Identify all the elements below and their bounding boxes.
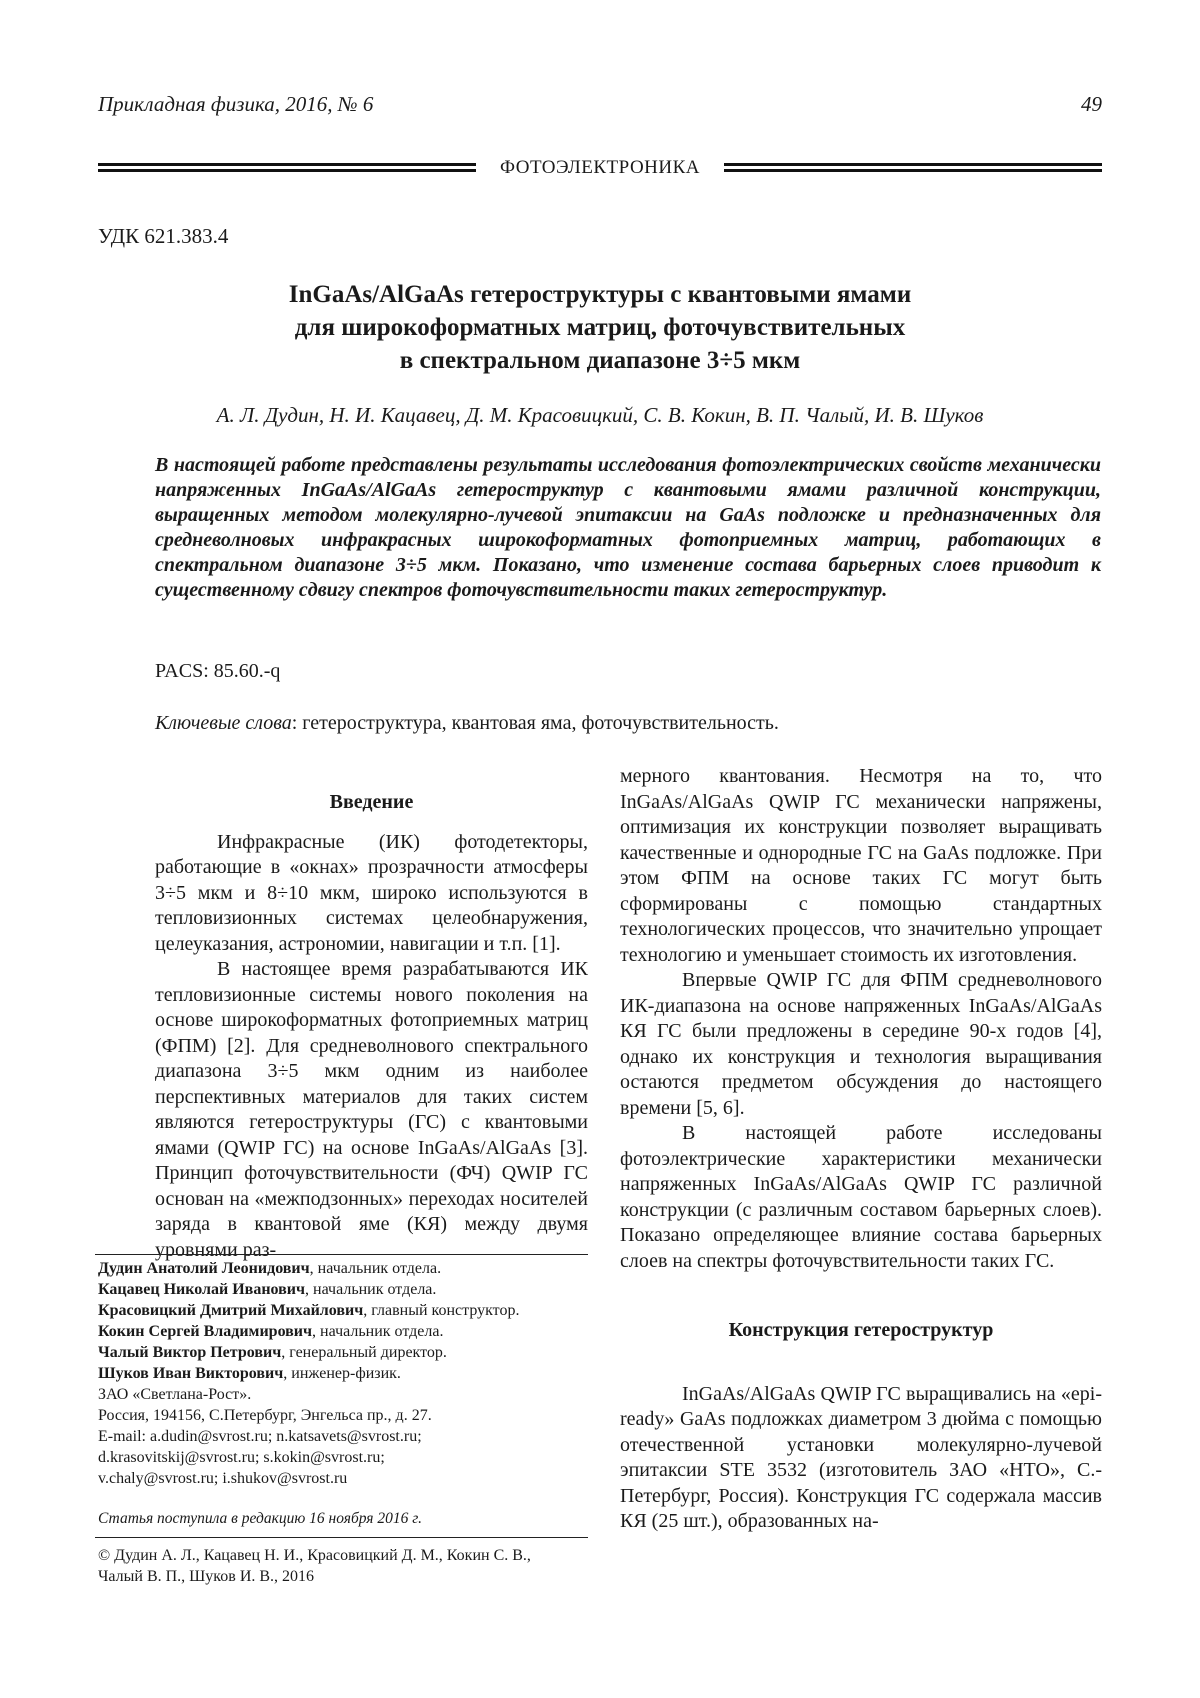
copyright-line: © Дудин А. Л., Кацавец Н. И., Красовицкий Д. М., Кокин С. В., — [98, 1547, 531, 1564]
footnote-address: Россия, 194156, С.Петербург, Энгельса пр., д. 27. — [98, 1407, 432, 1424]
running-head: Прикладная физика, 2016, № 6 — [98, 92, 374, 116]
column-right — [620, 764, 1102, 1535]
title-line: в спектральном диапазоне 3÷5 мкм — [399, 347, 801, 374]
abstract: В настоящей работе представлены результаты исследования фотоэлектрических свойств механически напряженных InGaAs/AlGaAs гетероструктур с квантовыми ямами различной конструкции, выращенных методом молекулярно-лучевой эпитаксии на GaAs подложке и предназначенных для средневолновых инфракрасных широкоформатных фотоприемных матриц, работающих в спектральном диапазоне 3÷5 мкм. Показано, что изменение состава барьерных слоев приводит к существенному сдвигу спектров фоточувствительности таких гетероструктур. — [155, 454, 1101, 601]
footnote-email: d.krasovitskij@svrost.ru; s.kokin@svrost.ru; — [98, 1449, 385, 1466]
paragraph: мерного квантования. Несмотря на то, что InGaAs/AlGaAs QWIP ГС механически напряжены, оптимизация их конструкции позволяет выращивать качественные и однородные ГС на GaAs подложке. При этом ФПМ на основе таких ГС могут быть сформированы с помощью стандартных технологических процессов, что значительно упрощает технологию и уменьшает стоимость их изготовления. — [620, 765, 1102, 966]
title-line: для широкоформатных матриц, фоточувствительных — [294, 314, 906, 341]
footnote-rule — [95, 1254, 588, 1255]
received-date: Статья поступила в редакцию 16 ноября 2016 г. — [98, 1510, 422, 1527]
paragraph: Впервые QWIP ГС для ФПМ средневолнового ИК-диапазона на основе напряженных InGaAs/AlGaAs КЯ ГС были предложены в середине 90-х годов [4], однако их конструкция и технология выращивания остаются предметом обсуждения до настоящего времени [5, 6]. — [620, 969, 1102, 1119]
paragraph: InGaAs/AlGaAs QWIP ГС выращивались на «epi-ready» GaAs подложках диаметром 3 дюйма с помощью отечественной установки молекулярно-лучевой эпитаксии STE 3532 (изготовитель ЗАО «НТО», С.-Петербург, Россия). Конструкция ГС содержала массив КЯ (25 шт.), образованных на- — [620, 1382, 1102, 1532]
paragraph: В настоящее время разрабатываются ИК тепловизионные системы нового поколения на основе широкоформатных фотоприемных матриц (ФПМ) [2]. Для средневолнового спектрального диапазона 3÷5 мкм одним из наиболее перспективных материалов для таких систем являются гетероструктуры (ГС) с квантовыми ямами (QWIP ГС) на основе InGaAs/AlGaAs [3]. Принцип фоточувствительности (ФЧ) QWIP ГС основан на «межподзонных» переходах носителей заряда в квантовой яме (КЯ) между двумя уровнями раз- — [155, 958, 588, 1261]
section-bar — [98, 157, 1102, 181]
keywords-text: : гетероструктура, квантовая яма, фоточувствительность. — [291, 712, 779, 734]
author-footnote — [98, 1258, 588, 1489]
paragraph: В настоящей работе исследованы фотоэлектрические характеристики механически напряженных InGaAs/AlGaAs QWIP ГС различной конструкции (с различным составом барьерных слоев). Показано определяющее влияние состава барьерных слоев на спектры фоточувствительности таких ГС. — [620, 1122, 1102, 1272]
paper-title — [140, 278, 1060, 377]
footnote-author: Кокин Сергей Владимирович, начальник отдела. — [98, 1323, 444, 1340]
section-label: ФОТОЭЛЕКТРОНИКА — [499, 157, 700, 178]
footnote-author: Шуков Иван Викторович, инженер-физик. — [98, 1365, 401, 1382]
column-left — [155, 790, 588, 1263]
footnote-email: v.chaly@svrost.ru; i.shukov@svrost.ru — [98, 1470, 348, 1487]
section-heading-construction: Конструкция гетероструктур — [728, 1319, 994, 1341]
footnote-author: Чалый Виктор Петрович, генеральный директор. — [98, 1344, 447, 1361]
udc-code: УДК 621.383.4 — [98, 224, 229, 248]
footnote-email: E-mail: a.dudin@svrost.ru; n.katsavets@svrost.ru; — [98, 1428, 422, 1445]
keywords — [155, 712, 779, 735]
title-line: InGaAs/AlGaAs гетероструктуры с квантовыми ямами — [288, 281, 912, 308]
footnote-author: Кацавец Николай Иванович, начальник отдела. — [98, 1281, 437, 1298]
section-heading-intro: Введение — [329, 791, 414, 813]
copyright-line: Чалый В. П., Шуков И. В., 2016 — [98, 1568, 315, 1585]
author-list: А. Л. Дудин, Н. И. Кацавец, Д. М. Красовицкий, С. В. Кокин, В. П. Чалый, И. В. Шуков — [216, 403, 984, 427]
footnote-author: Дудин Анатолий Леонидович, начальник отдела. — [98, 1260, 442, 1277]
keywords-label: Ключевые слова — [155, 712, 292, 734]
copyright — [98, 1545, 588, 1587]
pacs-code: PACS: 85.60.-q — [155, 660, 281, 682]
footnote-org: ЗАО «Светлана-Рост». — [98, 1386, 252, 1403]
footnote-author: Красовицкий Дмитрий Михайлович, главный конструктор. — [98, 1302, 520, 1319]
section-rule-right — [724, 163, 1102, 172]
copyright-rule — [95, 1537, 588, 1538]
page-number: 49 — [1081, 92, 1102, 116]
paragraph: Инфракрасные (ИК) фотодетекторы, работающие в «окнах» прозрачности атмосферы 3÷5 мкм и 8÷10 мкм, широко используются в тепловизионных системах целеобнаружения, целеуказания, астрономии, навигации и т.п. [1]. — [155, 830, 588, 955]
